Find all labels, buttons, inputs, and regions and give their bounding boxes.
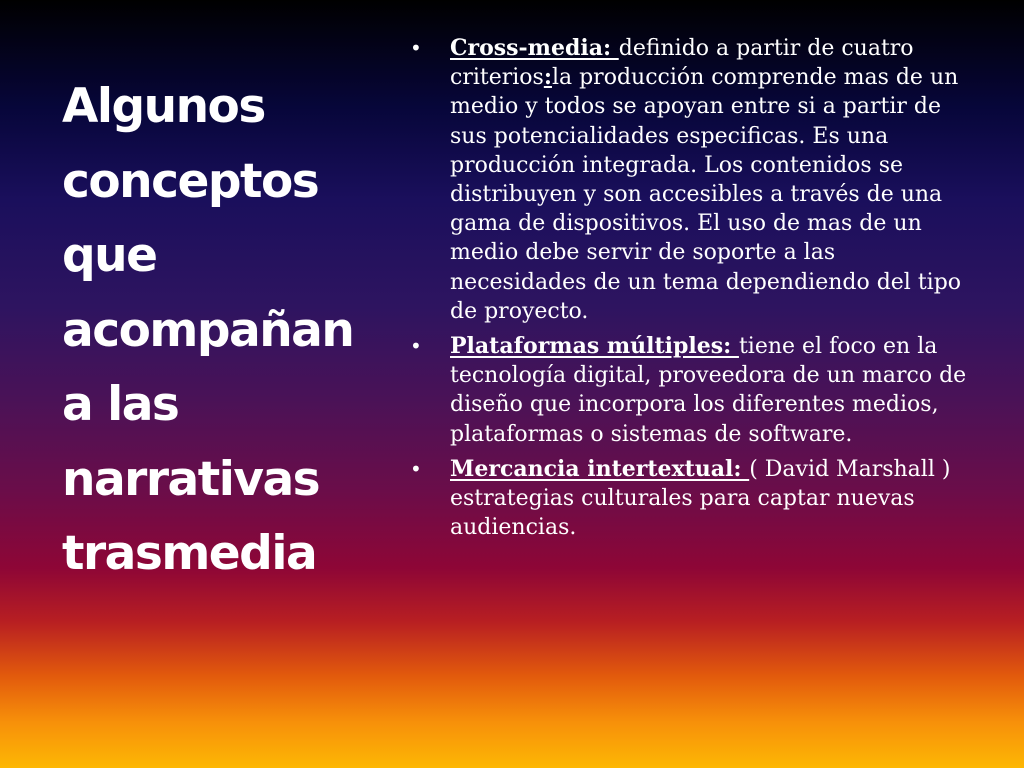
definition-plataformas-multiples: tiene el foco en la tecnología digital, proveedora de un marco de diseño que incorpora los diferentes medios, plataformas o sistemas de software. [450, 334, 967, 447]
definition-cross-media-part2: la producción comprende mas de un medio y todos se apoyan entre si a partir de sus potencialidades especificas. Es una producción integrada. Los contenidos se distribuyen y son accesibles a través de una gama de dispositivos. El uso de mas de un medio debe servir de soporte a las necesidades de un tema dependiendo del tipo de proyecto. [450, 65, 962, 324]
slide-title: Algunos conceptos que acompañan a las narrativas trasmedia [62, 79, 354, 581]
bullet-item-cross-media [410, 34, 970, 326]
bullet-marker: • [410, 456, 422, 481]
term-cross-media: Cross-media: [450, 35, 619, 61]
definition-mercancia-intertextual: ( David Marshall ) estrategias culturales para captar nuevas audiencias. [450, 456, 951, 541]
bullet-item-mercancia-intertextual [410, 455, 970, 543]
bullet-marker: • [410, 334, 422, 359]
bullet-marker: • [410, 36, 422, 60]
term-plataformas-multiples: Plataformas múltiples: [450, 333, 739, 360]
bullet-item-plataformas-multiples [410, 332, 970, 449]
definition-cross-media-part1: definido a partir de cuatro criterios [450, 36, 914, 91]
definition-cross-media-colon: : [543, 64, 552, 91]
term-mercancia-intertextual: Mercancia intertextual: [450, 455, 750, 482]
bullet-list [410, 34, 970, 548]
